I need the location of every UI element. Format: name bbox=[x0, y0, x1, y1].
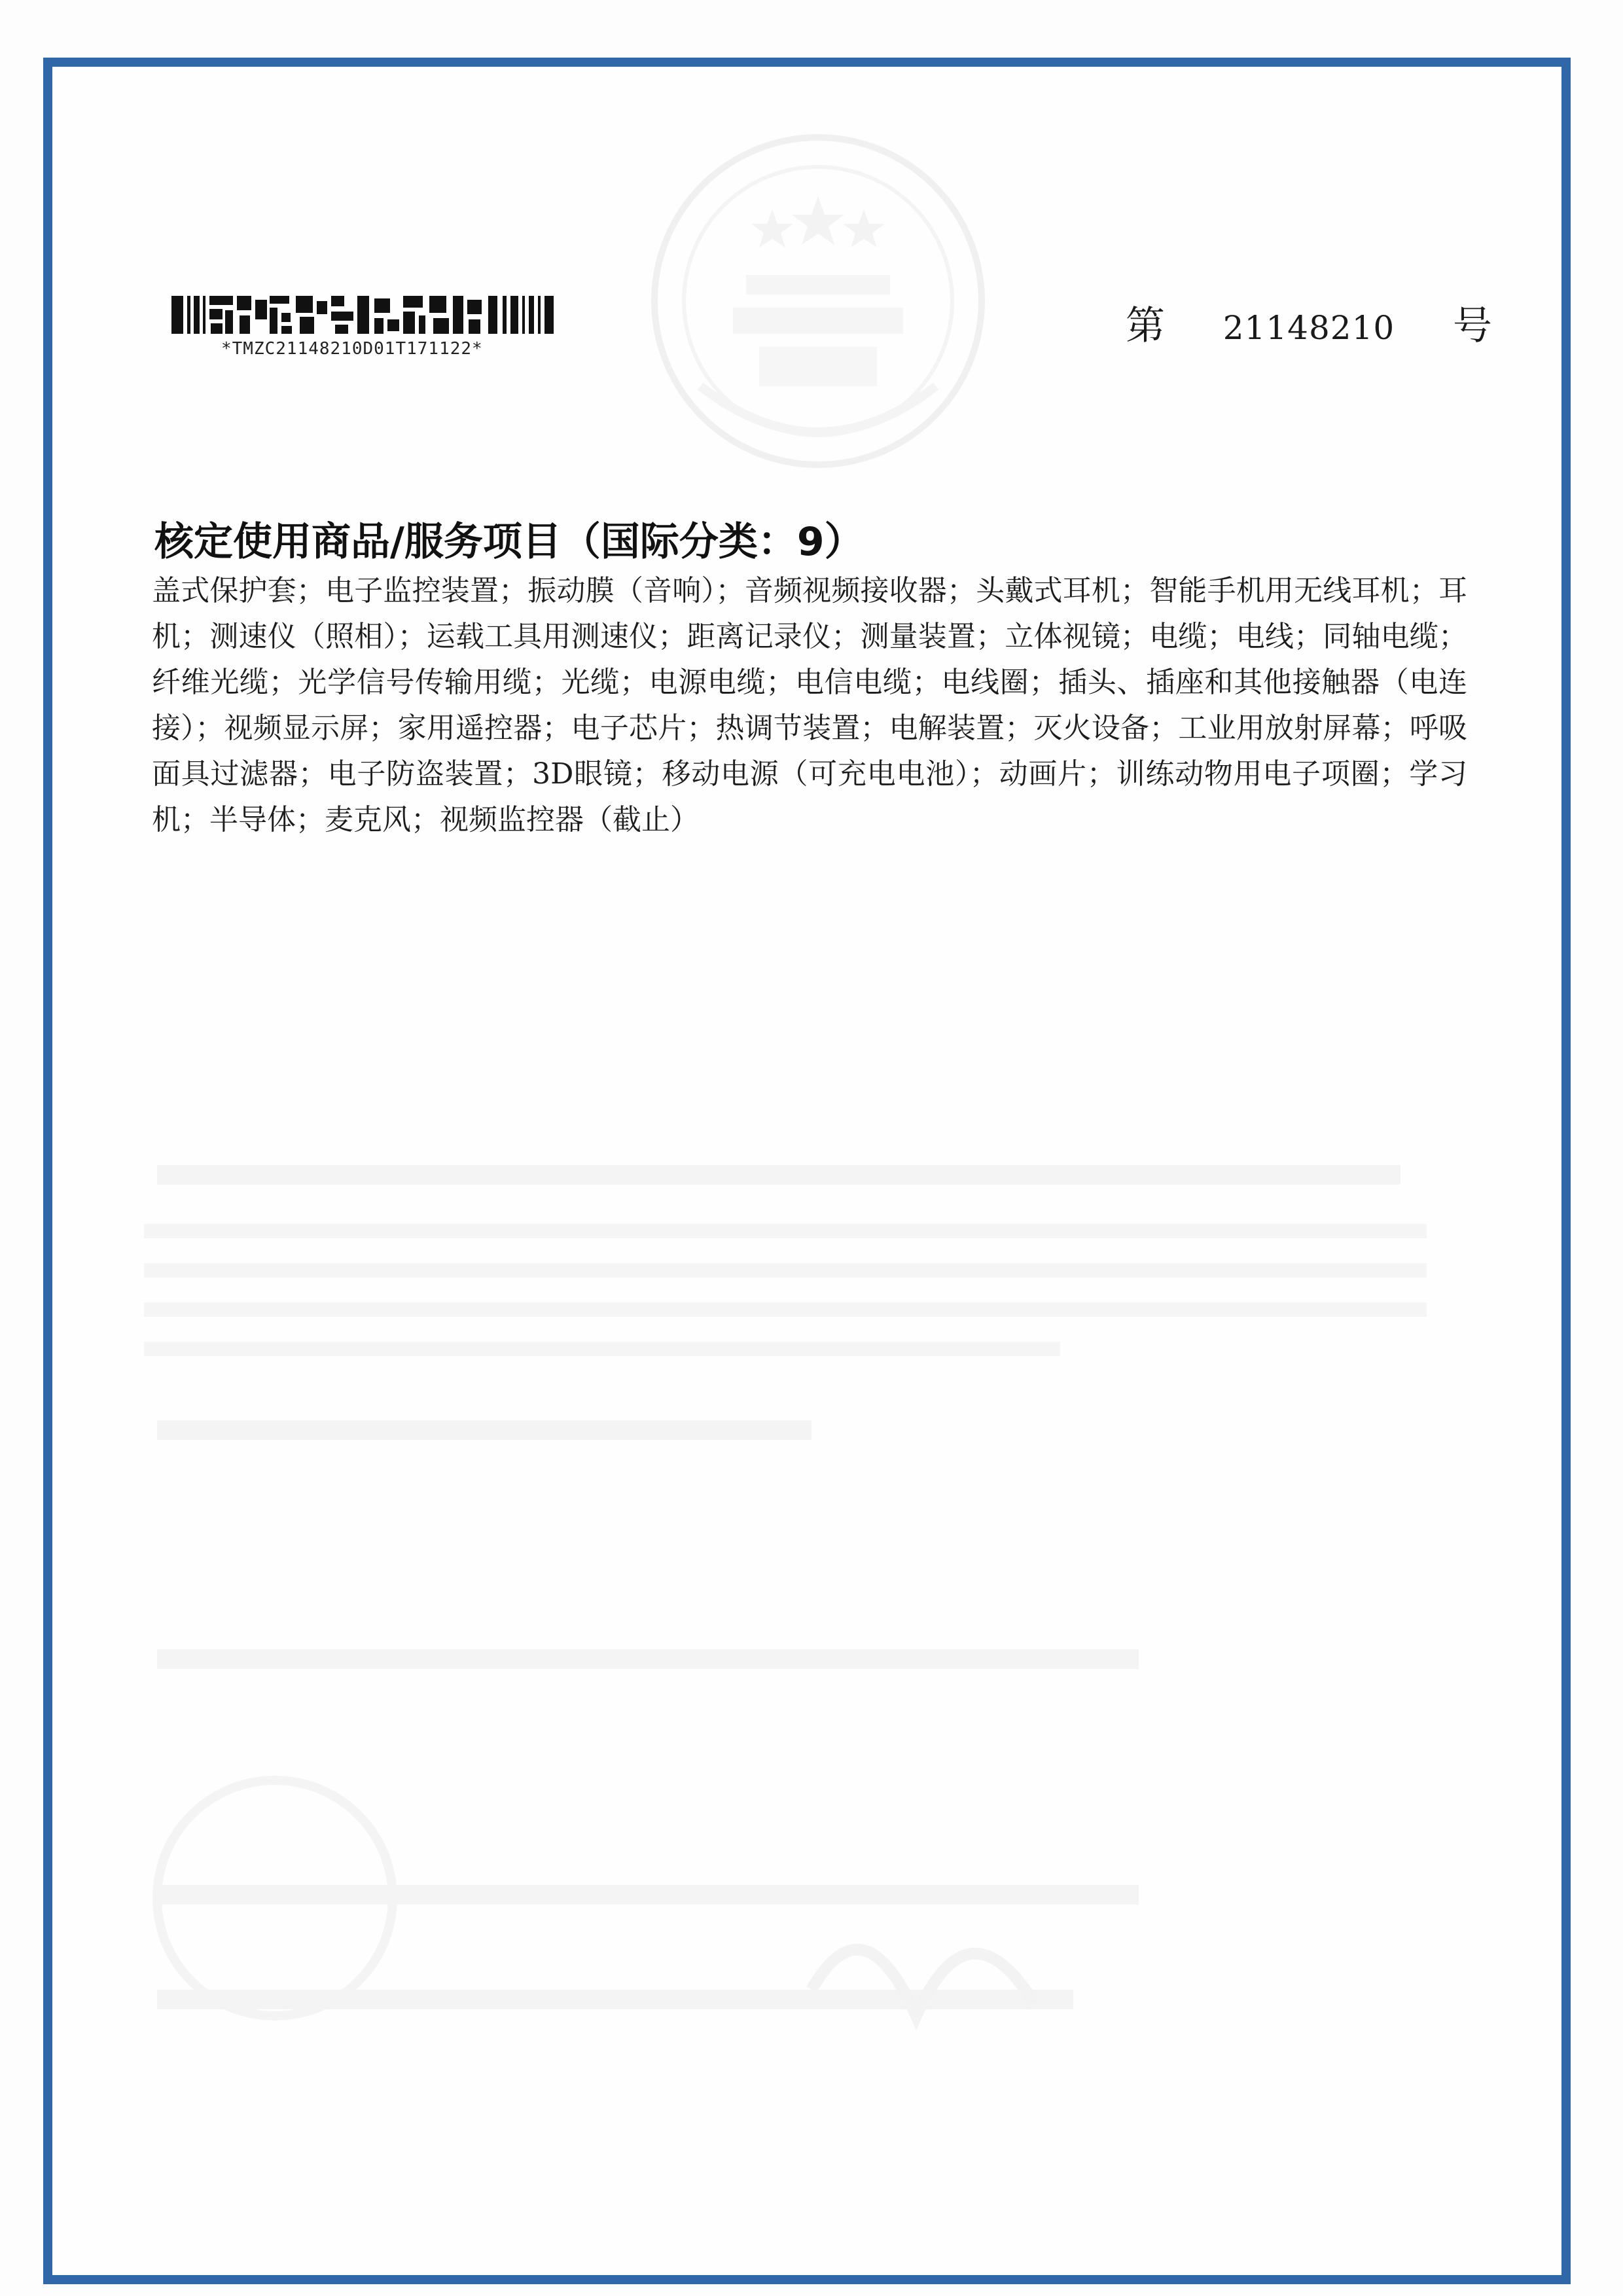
reg-number-value: 21148210 bbox=[1222, 309, 1395, 347]
reg-number-prefix: 第 bbox=[1126, 303, 1165, 349]
barcode-text: *TMZC21148210D01T171122* bbox=[221, 339, 483, 359]
barcode-icon bbox=[171, 293, 558, 336]
emblem-watermark-icon bbox=[635, 111, 1001, 504]
reverse-side-bleed bbox=[144, 1165, 1453, 2147]
goods-services-list: 盖式保护套；电子监控装置；振动膜（音响）；音频视频接收器；头戴式耳机；智能手机用无线耳机；耳机；测速仪（照相）；运载工具用测速仪；距离记录仪；测量装置；立体视镜；电缆；电线；同轴电缆；纤维光缆；光学信号传输用缆；光缆；电源电缆；电信电缆；电线圈；插头、插座和其他接触器（电连接）；视频显示屏；家用遥控器；电子芯片；热调节装置；电解装置；灭火设备；工业用放射屏幕；呼吸面具过滤器；电子防盗装置；3D眼镜；移动电源（可充电电池）；动画片；训练动物用电子项圈；学习机；半导体；麦克风；视频监控器（截止） bbox=[152, 574, 1467, 836]
reg-number-suffix: 号 bbox=[1453, 303, 1492, 349]
section-title: 核定使用商品/服务项目（国际分类：9） bbox=[154, 519, 864, 565]
barcode-block bbox=[171, 293, 564, 359]
registration-number bbox=[1126, 295, 1492, 351]
